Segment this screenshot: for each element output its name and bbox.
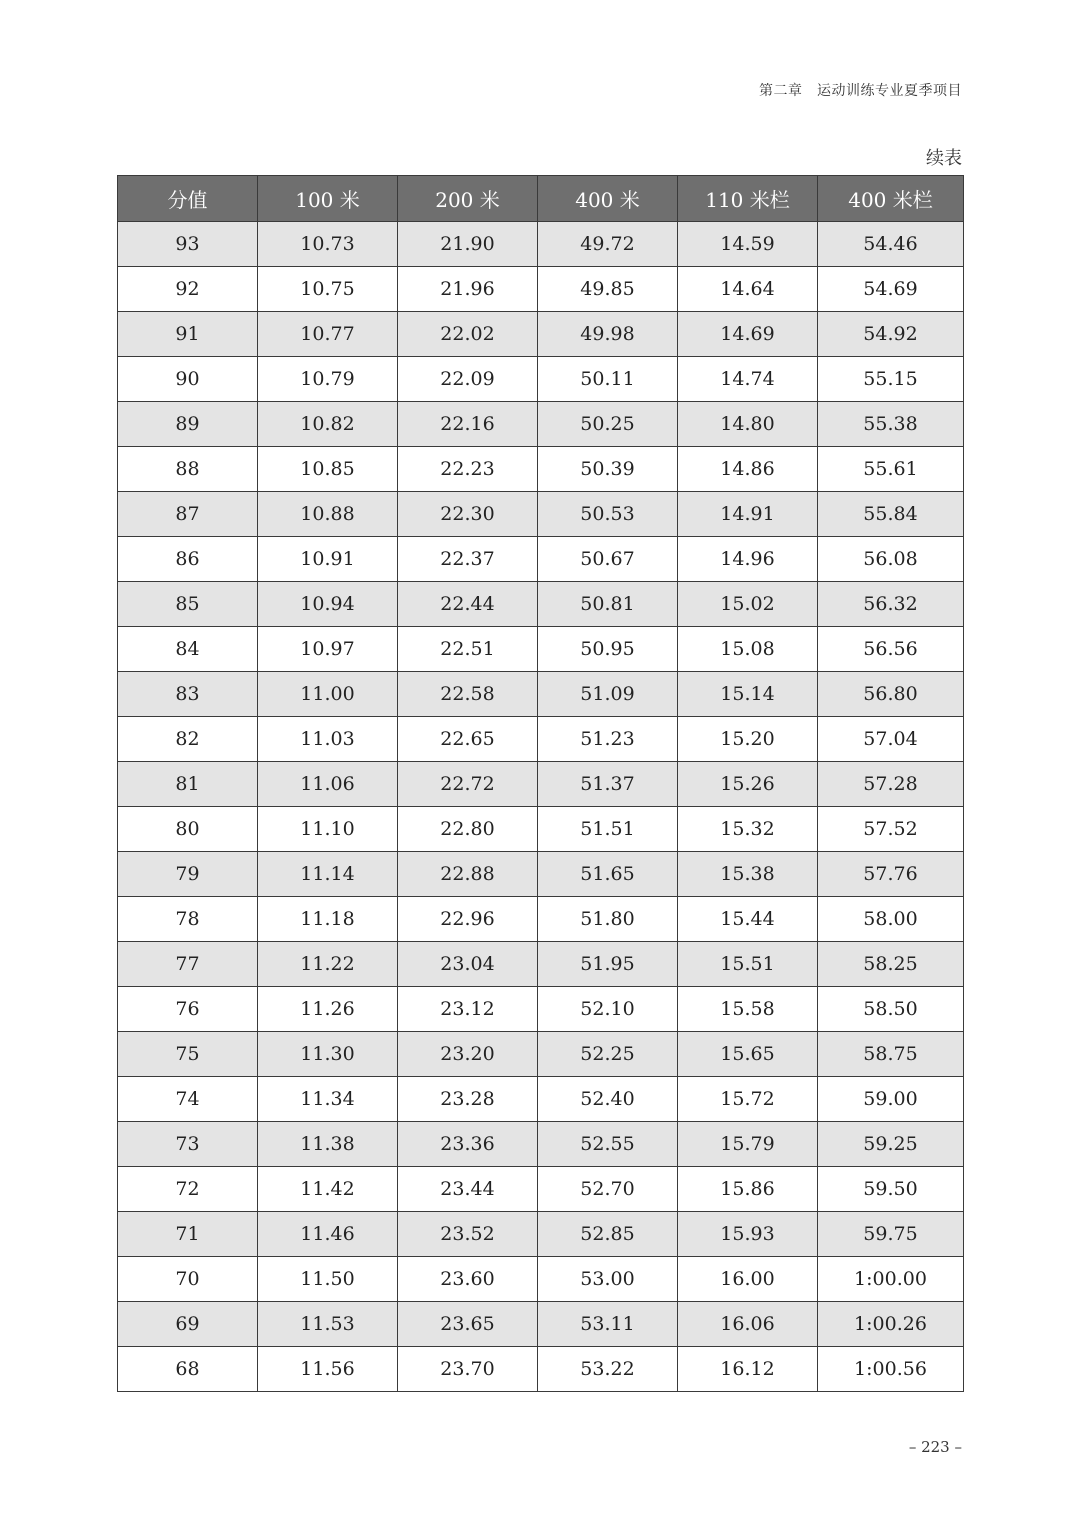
time-cell: 56.32 <box>818 582 964 627</box>
score-cell: 78 <box>118 897 258 942</box>
time-cell: 22.72 <box>398 762 538 807</box>
table-row <box>118 447 964 492</box>
time-cell: 11.26 <box>258 987 398 1032</box>
score-cell: 74 <box>118 1077 258 1122</box>
time-cell: 11.18 <box>258 897 398 942</box>
column-header: 200 米 <box>398 176 538 222</box>
continued-table-label: 续表 <box>926 148 962 169</box>
time-cell: 22.02 <box>398 312 538 357</box>
time-cell: 11.56 <box>258 1347 398 1392</box>
time-cell: 49.85 <box>538 267 678 312</box>
time-cell: 56.08 <box>818 537 964 582</box>
table-row <box>118 627 964 672</box>
time-cell: 23.70 <box>398 1347 538 1392</box>
time-cell: 15.38 <box>678 852 818 897</box>
time-cell: 15.93 <box>678 1212 818 1257</box>
time-cell: 15.14 <box>678 672 818 717</box>
time-cell: 52.40 <box>538 1077 678 1122</box>
table-row <box>118 582 964 627</box>
time-cell: 53.11 <box>538 1302 678 1347</box>
table-row <box>118 537 964 582</box>
table-row <box>118 1212 964 1257</box>
time-cell: 50.67 <box>538 537 678 582</box>
score-cell: 77 <box>118 942 258 987</box>
table-row <box>118 357 964 402</box>
time-cell: 58.25 <box>818 942 964 987</box>
time-cell: 22.44 <box>398 582 538 627</box>
score-cell: 88 <box>118 447 258 492</box>
time-cell: 22.65 <box>398 717 538 762</box>
time-cell: 51.65 <box>538 852 678 897</box>
table-row <box>118 1257 964 1302</box>
time-cell: 14.86 <box>678 447 818 492</box>
time-cell: 10.73 <box>258 222 398 267</box>
time-cell: 57.04 <box>818 717 964 762</box>
score-cell: 70 <box>118 1257 258 1302</box>
table-row <box>118 492 964 537</box>
table-row <box>118 1122 964 1167</box>
score-cell: 76 <box>118 987 258 1032</box>
time-cell: 15.26 <box>678 762 818 807</box>
table-row <box>118 402 964 447</box>
time-cell: 22.16 <box>398 402 538 447</box>
table-row <box>118 807 964 852</box>
time-cell: 50.95 <box>538 627 678 672</box>
time-cell: 57.52 <box>818 807 964 852</box>
running-header: 第二章 运动训练专业夏季项目 <box>759 83 962 99</box>
time-cell: 51.51 <box>538 807 678 852</box>
time-cell: 10.75 <box>258 267 398 312</box>
score-cell: 87 <box>118 492 258 537</box>
table-row <box>118 1032 964 1077</box>
time-cell: 53.00 <box>538 1257 678 1302</box>
time-cell: 23.28 <box>398 1077 538 1122</box>
time-cell: 50.81 <box>538 582 678 627</box>
time-cell: 22.80 <box>398 807 538 852</box>
time-cell: 15.20 <box>678 717 818 762</box>
table-row <box>118 1302 964 1347</box>
time-cell: 50.11 <box>538 357 678 402</box>
table-row <box>118 222 964 267</box>
score-cell: 83 <box>118 672 258 717</box>
time-cell: 22.58 <box>398 672 538 717</box>
time-cell: 22.96 <box>398 897 538 942</box>
score-cell: 93 <box>118 222 258 267</box>
score-cell: 71 <box>118 1212 258 1257</box>
time-cell: 22.51 <box>398 627 538 672</box>
table-body <box>118 222 964 1392</box>
column-header: 100 米 <box>258 176 398 222</box>
time-cell: 58.75 <box>818 1032 964 1077</box>
table-row <box>118 267 964 312</box>
score-cell: 79 <box>118 852 258 897</box>
header-row <box>118 176 964 222</box>
time-cell: 50.25 <box>538 402 678 447</box>
table-header <box>118 176 964 222</box>
time-cell: 23.20 <box>398 1032 538 1077</box>
time-cell: 55.61 <box>818 447 964 492</box>
time-cell: 51.80 <box>538 897 678 942</box>
time-cell: 14.91 <box>678 492 818 537</box>
time-cell: 11.10 <box>258 807 398 852</box>
time-cell: 23.36 <box>398 1122 538 1167</box>
time-cell: 59.25 <box>818 1122 964 1167</box>
time-cell: 16.00 <box>678 1257 818 1302</box>
time-cell: 1:00.00 <box>818 1257 964 1302</box>
time-cell: 15.72 <box>678 1077 818 1122</box>
time-cell: 1:00.56 <box>818 1347 964 1392</box>
time-cell: 11.46 <box>258 1212 398 1257</box>
time-cell: 51.09 <box>538 672 678 717</box>
table-row <box>118 312 964 357</box>
score-cell: 73 <box>118 1122 258 1167</box>
time-cell: 58.00 <box>818 897 964 942</box>
time-cell: 11.14 <box>258 852 398 897</box>
time-cell: 15.79 <box>678 1122 818 1167</box>
time-cell: 58.50 <box>818 987 964 1032</box>
time-cell: 53.22 <box>538 1347 678 1392</box>
score-cell: 89 <box>118 402 258 447</box>
column-header: 400 米栏 <box>818 176 964 222</box>
time-cell: 10.91 <box>258 537 398 582</box>
time-cell: 51.23 <box>538 717 678 762</box>
time-cell: 11.00 <box>258 672 398 717</box>
score-cell: 90 <box>118 357 258 402</box>
time-cell: 59.75 <box>818 1212 964 1257</box>
time-cell: 14.74 <box>678 357 818 402</box>
time-cell: 52.25 <box>538 1032 678 1077</box>
column-header: 400 米 <box>538 176 678 222</box>
score-table <box>117 175 964 1392</box>
time-cell: 23.44 <box>398 1167 538 1212</box>
score-cell: 72 <box>118 1167 258 1212</box>
time-cell: 11.42 <box>258 1167 398 1212</box>
time-cell: 15.51 <box>678 942 818 987</box>
time-cell: 21.90 <box>398 222 538 267</box>
time-cell: 10.94 <box>258 582 398 627</box>
time-cell: 10.97 <box>258 627 398 672</box>
table-row <box>118 1347 964 1392</box>
time-cell: 16.06 <box>678 1302 818 1347</box>
time-cell: 55.15 <box>818 357 964 402</box>
time-cell: 49.98 <box>538 312 678 357</box>
time-cell: 23.04 <box>398 942 538 987</box>
table-row <box>118 1167 964 1212</box>
score-cell: 91 <box>118 312 258 357</box>
time-cell: 14.69 <box>678 312 818 357</box>
time-cell: 15.32 <box>678 807 818 852</box>
time-cell: 15.08 <box>678 627 818 672</box>
time-cell: 55.84 <box>818 492 964 537</box>
time-cell: 54.46 <box>818 222 964 267</box>
score-cell: 84 <box>118 627 258 672</box>
time-cell: 51.95 <box>538 942 678 987</box>
time-cell: 21.96 <box>398 267 538 312</box>
time-cell: 23.60 <box>398 1257 538 1302</box>
time-cell: 54.92 <box>818 312 964 357</box>
score-cell: 86 <box>118 537 258 582</box>
table-row <box>118 987 964 1032</box>
time-cell: 11.06 <box>258 762 398 807</box>
time-cell: 10.82 <box>258 402 398 447</box>
time-cell: 49.72 <box>538 222 678 267</box>
time-cell: 22.23 <box>398 447 538 492</box>
time-cell: 11.38 <box>258 1122 398 1167</box>
time-cell: 10.85 <box>258 447 398 492</box>
time-cell: 10.77 <box>258 312 398 357</box>
time-cell: 1:00.26 <box>818 1302 964 1347</box>
time-cell: 23.12 <box>398 987 538 1032</box>
score-cell: 69 <box>118 1302 258 1347</box>
time-cell: 52.55 <box>538 1122 678 1167</box>
time-cell: 10.88 <box>258 492 398 537</box>
table-row <box>118 672 964 717</box>
time-cell: 15.65 <box>678 1032 818 1077</box>
time-cell: 51.37 <box>538 762 678 807</box>
time-cell: 16.12 <box>678 1347 818 1392</box>
time-cell: 22.09 <box>398 357 538 402</box>
score-cell: 82 <box>118 717 258 762</box>
time-cell: 11.34 <box>258 1077 398 1122</box>
table-row <box>118 852 964 897</box>
table-row <box>118 897 964 942</box>
score-cell: 68 <box>118 1347 258 1392</box>
table-row <box>118 942 964 987</box>
time-cell: 57.76 <box>818 852 964 897</box>
time-cell: 22.37 <box>398 537 538 582</box>
time-cell: 55.38 <box>818 402 964 447</box>
time-cell: 11.50 <box>258 1257 398 1302</box>
time-cell: 11.22 <box>258 942 398 987</box>
time-cell: 52.70 <box>538 1167 678 1212</box>
time-cell: 15.02 <box>678 582 818 627</box>
time-cell: 10.79 <box>258 357 398 402</box>
table-row <box>118 1077 964 1122</box>
score-cell: 85 <box>118 582 258 627</box>
score-cell: 92 <box>118 267 258 312</box>
time-cell: 15.44 <box>678 897 818 942</box>
time-cell: 54.69 <box>818 267 964 312</box>
page-number: – 223 – <box>908 1438 962 1456</box>
time-cell: 11.53 <box>258 1302 398 1347</box>
score-cell: 80 <box>118 807 258 852</box>
time-cell: 50.39 <box>538 447 678 492</box>
table-row <box>118 762 964 807</box>
column-header: 110 米栏 <box>678 176 818 222</box>
score-cell: 75 <box>118 1032 258 1077</box>
time-cell: 23.65 <box>398 1302 538 1347</box>
time-cell: 22.88 <box>398 852 538 897</box>
score-cell: 81 <box>118 762 258 807</box>
time-cell: 15.58 <box>678 987 818 1032</box>
time-cell: 14.64 <box>678 267 818 312</box>
time-cell: 59.50 <box>818 1167 964 1212</box>
time-cell: 22.30 <box>398 492 538 537</box>
table-row <box>118 717 964 762</box>
time-cell: 50.53 <box>538 492 678 537</box>
time-cell: 15.86 <box>678 1167 818 1212</box>
column-header: 分值 <box>118 176 258 222</box>
time-cell: 23.52 <box>398 1212 538 1257</box>
time-cell: 59.00 <box>818 1077 964 1122</box>
time-cell: 14.96 <box>678 537 818 582</box>
time-cell: 14.80 <box>678 402 818 447</box>
time-cell: 52.85 <box>538 1212 678 1257</box>
time-cell: 56.56 <box>818 627 964 672</box>
time-cell: 11.03 <box>258 717 398 762</box>
time-cell: 52.10 <box>538 987 678 1032</box>
time-cell: 56.80 <box>818 672 964 717</box>
time-cell: 57.28 <box>818 762 964 807</box>
time-cell: 14.59 <box>678 222 818 267</box>
time-cell: 11.30 <box>258 1032 398 1077</box>
